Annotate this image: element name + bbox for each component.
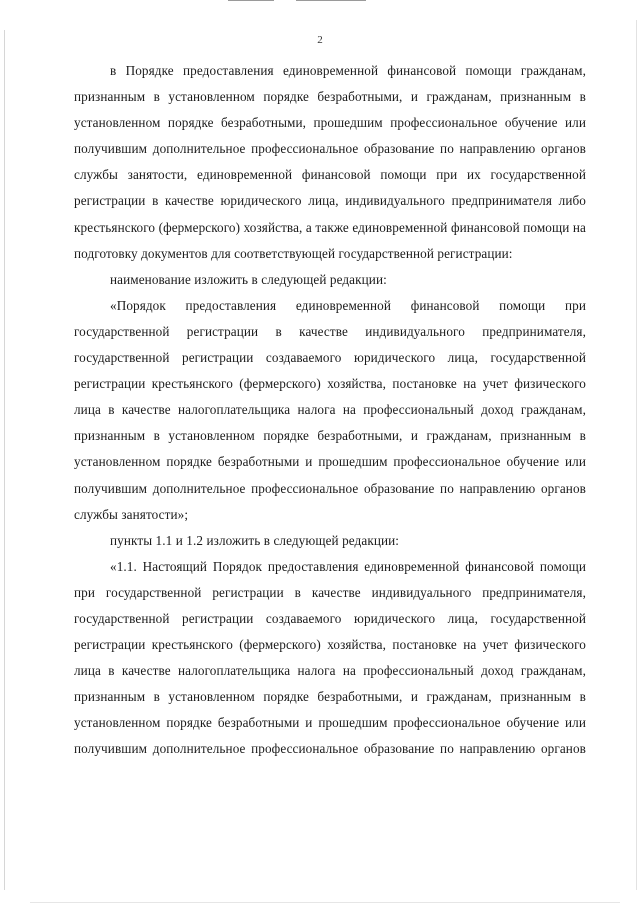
paragraph-point-1-1: «1.1. Настоящий Порядок предоставления единовременной финансовой помощи при государственной регистрации в качестве индивидуального предпринимателя, государственной регистрации создаваемого юридического лица, государственной регистрации крестьянского (фермерского) хозяйства, постановке на учет физического лица в качестве налогоплательщика налога на профессиональный доход гражданам, признанным в установленном порядке безработными, и гражданам, признанным в установленном порядке безработными и прошедшим профессиональное обучение или получившим дополнительное профессиональное образование по направлению органов — [74, 558, 586, 757]
scan-edge-left — [4, 30, 5, 890]
scan-artifact-top-right — [296, 0, 366, 1]
paragraph-title-instruction: наименование изложить в следующей редакции: — [110, 271, 387, 287]
document-body — [74, 58, 586, 763]
scan-edge-bottom — [30, 902, 620, 903]
paragraph-points-instruction: пункты 1.1 и 1.2 изложить в следующей редакции: — [110, 532, 400, 548]
scan-edge-right — [636, 20, 637, 890]
scan-artifact-top-left — [228, 0, 274, 1]
page-number: 2 — [317, 34, 323, 46]
paragraph-order-reference: в Порядке предоставления единовременной финансовой помощи гражданам, признанным в установленном порядке безработными, и гражданам, признанным в установленном порядке безработными, прошедшим профессиональное обучение или получившим дополнительное профессиональное образование по направлению органов службы занятости, единовременной финансовой помощи при их государственной регистрации в качестве юридического лица, индивидуального предпринимателя либо крестьянского (фермерского) хозяйства, а также единовременной финансовой помощи на подготовку документов для соответствующей государственной регистрации: — [74, 63, 586, 261]
paragraph-new-title: «Порядок предоставления единовременной финансовой помощи при государственной регистрации в качестве индивидуального предпринимателя, государственной регистрации создаваемого юридического лица, государственной регистрации крестьянского (фермерского) хозяйства, постановке на учет физического лица в качестве налогоплательщика налога на профессиональный доход гражданам, признанным в установленном порядке безработными, и гражданам, признанным в установленном порядке безработными и прошедшим профессиональное обучение или получившим дополнительное профессиональное образование по направлению органов службы занятости»; — [74, 297, 586, 522]
